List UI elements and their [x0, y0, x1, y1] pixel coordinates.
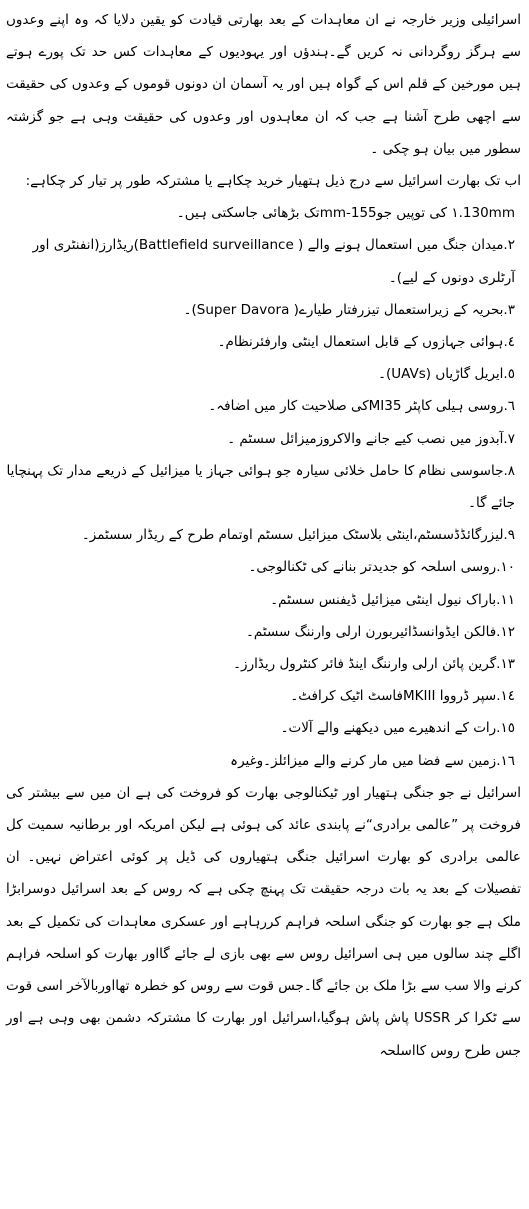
list-item-12: ۱۲.فالکن ایڈوانسڈائیربورن ارلی وارننگ سسٹم۔	[246, 623, 515, 640]
list-item-1: ۱.130mm کی توپیں جو155-mmتک بڑھائی جاسکتی ہیں۔	[176, 205, 515, 222]
list-item-11: ۱۱.باراک نیول اینٹی میزائیل ڈیفنس سسٹم۔	[270, 591, 515, 608]
list-item-14: ۱٤.سپر ڈرووا MKIIIفاسٹ اٹیک کرافٹ۔	[290, 688, 515, 705]
paragraph-list-intro: اب تک بھارت اسرائیل سے درج ذیل ہتھیار خرید چکاہے یا مشترکہ طور پر تیار کر چکاہے:	[25, 173, 521, 190]
list-item-5: ٥.ایریل گاڑیاں (UAVs)۔	[378, 366, 515, 383]
list-item-4: ٤.ہوائی جہازوں کے قابل استعمال اینٹی وارفئرنظام۔	[217, 334, 515, 351]
paragraph-intro: اسرائیلی وزیر خارجہ نے ان معاہدات کے بعد بھارتی قیادت کو یقین دلایا کہ وہ اپنے وعدوں سے ہرگز روگردانی نہ کریں گے۔ہندؤں اور یہودیوں کے معاہدات کس حد تک پورے ہوتے ہیں مورخین کے قلم اس کے گواہ ہیں اور یہ آسمان ان دونوں قوموں کے وعدوں کی حقیقت سے اچھی طرح آشنا ہے جب کہ ان معاہدوں اور وعدوں کی حقیقت وہی ہے جو گزشتہ سطور میں بیان ہو چکی ۔	[6, 12, 521, 157]
list-item-10: ۱۰.روسی اسلحہ کو جدیدتر بنانے کی ٹکنالوجی۔	[248, 559, 515, 576]
list-item-9: ۹.لیزرگائڈڈسسٹم،اینٹی بلاسٹک میزائیل سسٹم اوتمام طرح کے ریڈار سسٹمز۔	[81, 527, 515, 544]
list-item-6: ٦.روسی ہیلی کاپٹر MI35کی صلاحیت کار میں اضافہ۔	[208, 398, 515, 415]
list-item-16: ۱٦.زمین سے فضا میں مار کرنے والے میزائلز۔وغیرہ	[230, 752, 515, 769]
list-item-2: ۲.میدان جنگ میں استعمال ہونے والے ( Battlefield surveillance)ریڈارز(انفنٹری اور آرٹلری دونوں کے لیے)۔	[32, 237, 515, 286]
list-item-3: ۳.بحریہ کے زیراستعمال تیزرفتار طیارے( Super Davora)۔	[183, 301, 515, 318]
list-item-7: ۷.آبدوز میں نصب کیے جانے والاکروزمیزائل سسٹم ۔	[227, 430, 515, 447]
list-item-15: ۱٥.رات کے اندھیرے میں دیکھنے والے آلات۔	[280, 720, 515, 737]
paragraph-closing: اسرائیل نے جو جنگی ہتھیار اور ٹیکنالوجی بھارت کو فروخت کی ہے ان میں سے بیشتر کی فروخت پر ”عالمی برادری“نے پابندی عائد کی ہوئی ہے لیکن امریکہ اور برطانیہ سمیت کل عالمی برادری کو بھارت اسرائیل جنگی ہتھیاروں کی ڈیل پر کوئی اعتراض نہیں۔ ان تفصیلات کے بعد یہ بات درجہ حقیقت تک پہنچ چکی ہے کہ روس کے بعد اسرائیل دوسرابڑا ملک ہے جو بھارت کو جنگی اسلحہ فراہم کررہاہے اور عسکری معاہدات کی تکمیل کے بعد اگلے چند سالوں میں ہی اسرائیل روس سے بھی بازی لے جائے گااور بھارت کو اسلحہ فراہم کرنے والا سب سے بڑا ملک بن جائے گا۔جس قوت سے روس کو خطرہ تھااوربالآخر اسی قوت سے ٹکرا کر USSR پاش پاش ہوگیا،اسرائیل اور بھارت کا مشترکہ دشمن بھی وہی ہے اور جس طرح روس کااسلحہ	[6, 784, 521, 1059]
list-item-13: ۱۳.گرین پائن ارلی وارننگ اینڈ فائر کنٹرول ریڈارز۔	[233, 656, 515, 673]
list-item-8: ۸.جاسوسی نظام کا حامل خلائی سیارہ جو ہوائی جہاز یا میزائیل کے ذریعے مدار تک پہنچایا جائے گا۔	[6, 462, 515, 512]
